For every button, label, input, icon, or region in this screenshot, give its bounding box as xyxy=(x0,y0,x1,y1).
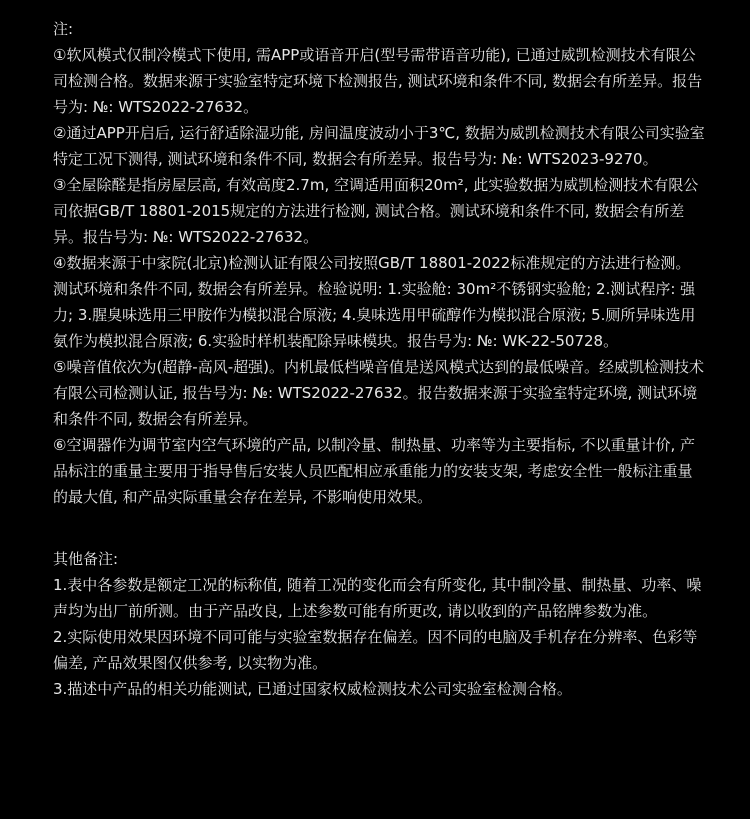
note-item-6: ⑥空调器作为调节室内空气环境的产品, 以制冷量、制热量、功率等为主要指标, 不以重量计价, 产品标注的重量主要用于指导售后安装人员匹配相应承重能力的安装支架, 考虑安全性一般标注重量的最大值, 和产品实际重量会存在差异, 不影响使用效果。 xyxy=(53,436,696,506)
other-note-item-1: 1.表中各参数是额定工况的标称值, 随着工况的变化而会有所变化, 其中制冷量、制热量、功率、噪声均为出厂前所测。由于产品改良, 上述参数可能有所更改, 请以收到的产品铭牌参数为准。 xyxy=(53,576,702,620)
note-item-3: ③全屋除醛是指房屋层高, 有效高度2.7m, 空调适用面积20m², 此实验数据为威凯检测技术有限公司依据GB/T 18801-2015规定的方法进行检测, 测试合格。测试环境和条件不同, 数据会有所差异。报告号为: №: WTS2022-27632。 xyxy=(53,176,699,246)
other-notes-title: 其他备注: xyxy=(53,550,119,568)
note-item-4: ④数据来源于中家院(北京)检测认证有限公司按照GB/T 18801-2022标准规定的方法进行检测。测试环境和条件不同, 数据会有所差异。检验说明: 1.实验舱: 30m²不锈钢实验舱; 2.测试程序: 强力; 3.腥臭味选用三甲胺作为模拟混合原液; 4.臭味选用甲硫醇作为模拟混合原液; 5.厕所异味选用氨作为模拟混合原液; 6.实验时样机装配除异味模块。报告号为: №: WK-22-50728。 xyxy=(53,254,696,350)
other-note-item-3: 3.描述中产品的相关功能测试, 已通过国家权威检测技术公司实验室检测合格。 xyxy=(53,680,572,698)
section-spacer xyxy=(53,510,705,546)
notes-document xyxy=(53,16,705,702)
notes-title: 注: xyxy=(53,20,74,38)
note-item-1: ①软风模式仅制冷模式下使用, 需APP或语音开启(型号需带语音功能), 已通过威凯检测技术有限公司检测合格。数据来源于实验室特定环境下检测报告, 测试环境和条件不同, 数据会有所差异。报告号为: №: WTS2022-27632。 xyxy=(53,46,703,116)
note-item-5: ⑤噪音值依次为(超静-高风-超强)。内机最低档噪音值是送风模式达到的最低噪音。经威凯检测技术有限公司检测认证, 报告号为: №: WTS2022-27632。报告数据来源于实验室特定环境, 测试环境和条件不同, 数据会有所差异。 xyxy=(53,358,704,428)
note-item-2: ②通过APP开启后, 运行舒适除湿功能, 房间温度波动小于3℃, 数据为威凯检测技术有限公司实验室特定工况下测得, 测试环境和条件不同, 数据会有所差异。报告号为: №: WTS2023-9270。 xyxy=(53,124,705,168)
other-note-item-2: 2.实际使用效果因环境不同可能与实验室数据存在偏差。因不同的电脑及手机存在分辨率、色彩等偏差, 产品效果图仅供参考, 以实物为准。 xyxy=(53,628,698,672)
